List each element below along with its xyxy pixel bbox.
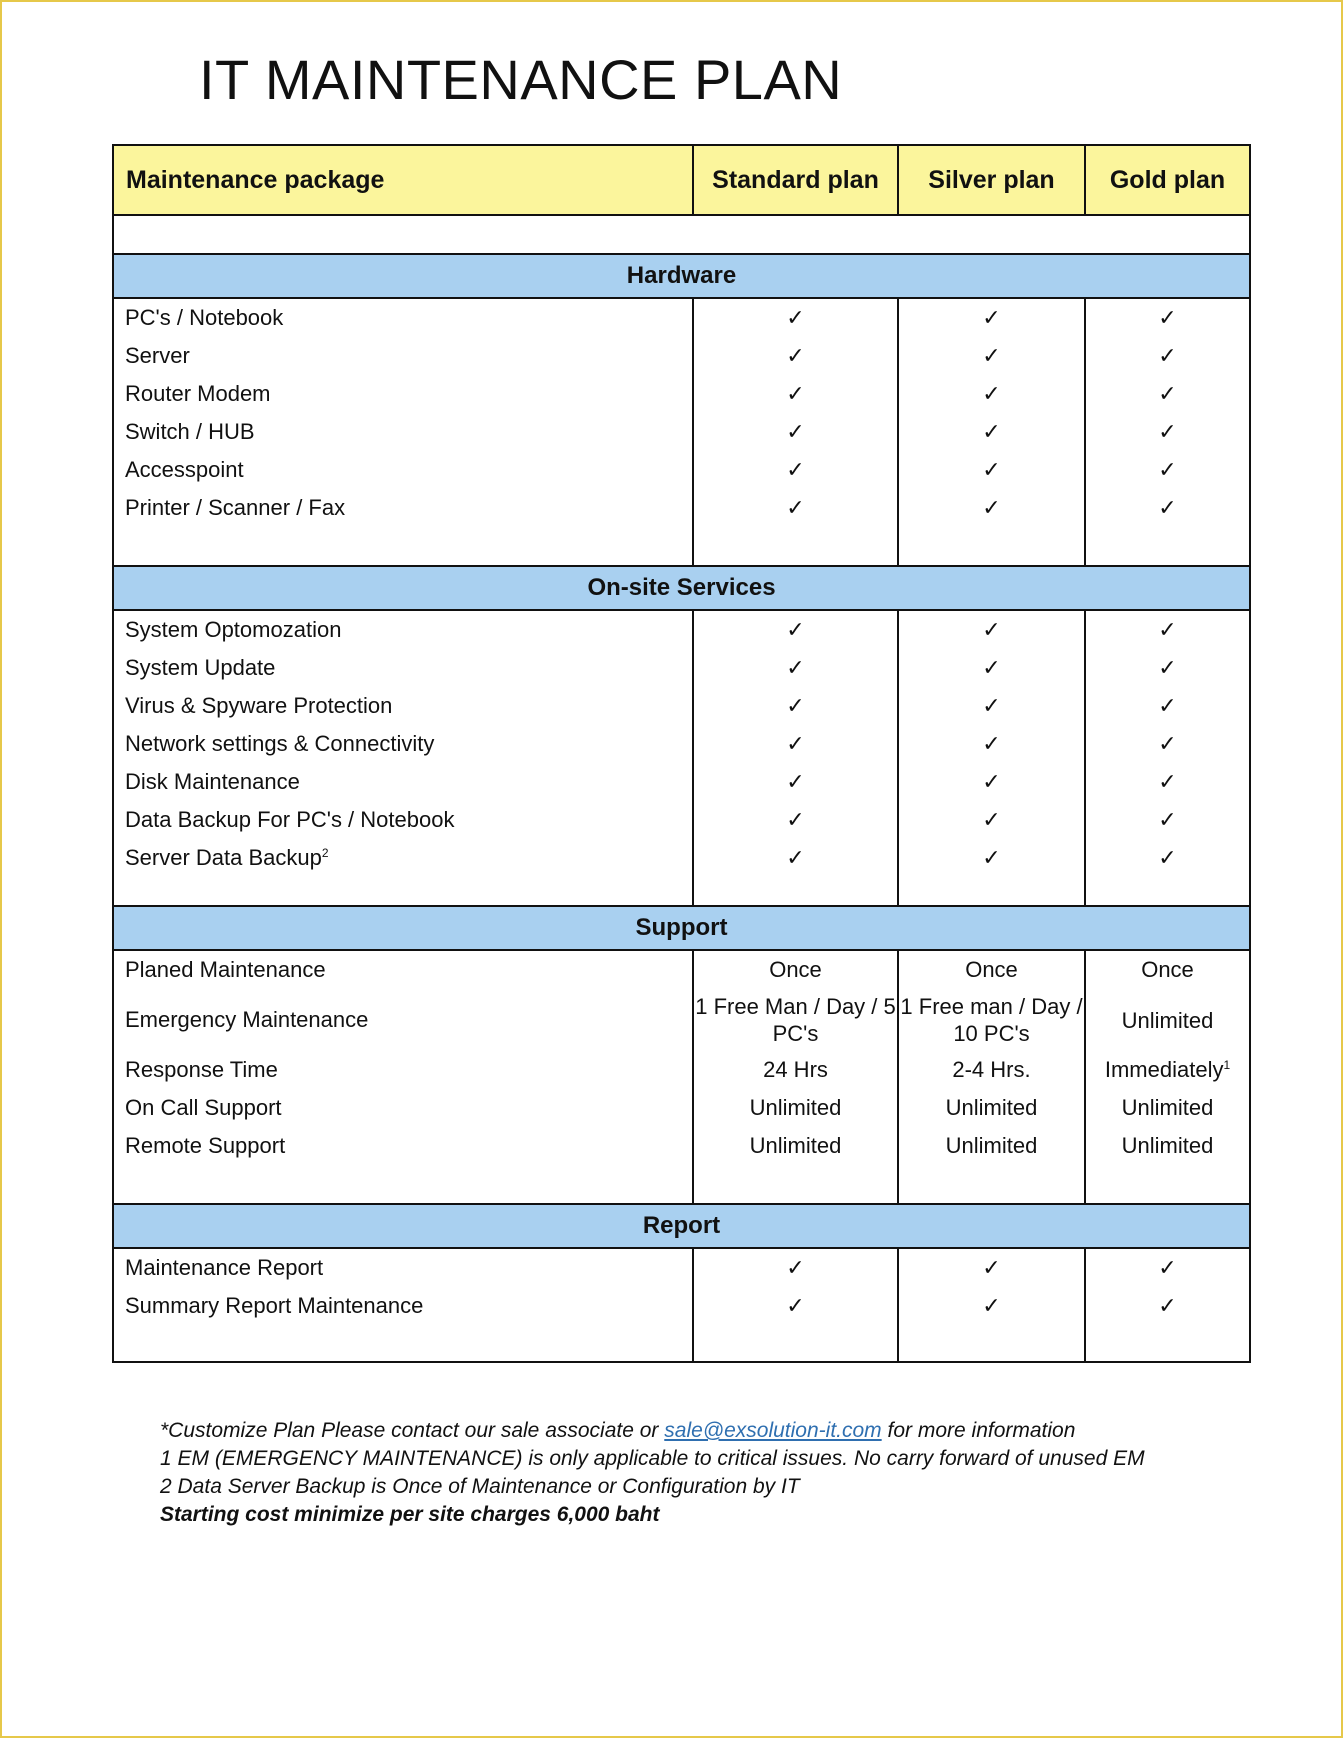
check-icon: ✓	[1158, 382, 1177, 407]
check-icon: ✓	[982, 458, 1001, 483]
row-label-text: System Update	[125, 655, 276, 680]
row-label	[113, 413, 693, 451]
cell-silver	[898, 489, 1085, 527]
check-icon: ✓	[982, 306, 1001, 331]
section-title: On-site Services	[113, 566, 1250, 610]
row-label	[113, 489, 693, 527]
padding-cell	[898, 527, 1085, 566]
check-icon: ✓	[982, 496, 1001, 521]
row-label-text: Switch / HUB	[125, 419, 255, 444]
cell-value: Once	[769, 957, 822, 982]
cell-gold	[1085, 649, 1250, 687]
header-standard-plan: Standard plan	[693, 145, 898, 215]
row-label	[113, 687, 693, 725]
table-row	[113, 1287, 1250, 1325]
note-customize-suffix: for more information	[881, 1419, 1076, 1442]
padding-cell	[1085, 1325, 1250, 1362]
row-label-text: Network settings & Connectivity	[125, 731, 435, 756]
check-icon: ✓	[1158, 618, 1177, 643]
padding-cell	[113, 1325, 693, 1362]
check-icon: ✓	[786, 732, 805, 757]
cell-standard	[693, 1127, 898, 1165]
check-icon: ✓	[1158, 846, 1177, 871]
check-icon: ✓	[1158, 1256, 1177, 1281]
check-icon: ✓	[786, 382, 805, 407]
check-icon: ✓	[982, 656, 1001, 681]
row-label	[113, 725, 693, 763]
section-padding-row	[113, 527, 1250, 566]
section-title: Report	[113, 1204, 1250, 1248]
row-label	[113, 989, 693, 1051]
table-row	[113, 649, 1250, 687]
footnote-marker: 1	[1223, 1058, 1231, 1072]
table-row	[113, 1051, 1250, 1089]
section-padding-row	[113, 1325, 1250, 1362]
row-label-text: Response Time	[125, 1057, 278, 1082]
cell-silver	[898, 839, 1085, 877]
cell-standard	[693, 1089, 898, 1127]
row-label-text: Data Backup For PC's / Notebook	[125, 807, 455, 832]
cell-silver	[898, 950, 1085, 989]
cell-standard	[693, 989, 898, 1051]
row-label-text: Planed Maintenance	[125, 957, 326, 982]
row-label	[113, 451, 693, 489]
cell-gold	[1085, 375, 1250, 413]
cell-gold	[1085, 1089, 1250, 1127]
cell-silver	[898, 1287, 1085, 1325]
cell-standard	[693, 610, 898, 649]
table-row	[113, 375, 1250, 413]
cell-gold	[1085, 989, 1250, 1051]
row-label	[113, 649, 693, 687]
cell-value: Unlimited	[1121, 1095, 1214, 1120]
page-title: IT MAINTENANCE PLAN	[199, 48, 843, 111]
section-title: Support	[113, 906, 1250, 950]
cell-value: Unlimited	[749, 1133, 842, 1158]
maintenance-plan-table	[112, 144, 1251, 1363]
table-row	[113, 801, 1250, 839]
check-icon: ✓	[786, 618, 805, 643]
table-header-row	[113, 145, 1250, 215]
cell-standard	[693, 950, 898, 989]
section-padding-row	[113, 1165, 1250, 1204]
cell-standard	[693, 725, 898, 763]
padding-cell	[898, 1165, 1085, 1204]
cell-gold	[1085, 1127, 1250, 1165]
cell-gold	[1085, 687, 1250, 725]
row-label-text: Disk Maintenance	[125, 769, 300, 794]
cell-standard	[693, 1051, 898, 1089]
row-label	[113, 1089, 693, 1127]
check-icon: ✓	[786, 458, 805, 483]
check-icon: ✓	[1158, 694, 1177, 719]
check-icon: ✓	[982, 694, 1001, 719]
note-em: 1 EM (EMERGENCY MAINTENANCE) is only applicable to critical issues. No carry forward of unused EM	[160, 1447, 1145, 1470]
cell-standard	[693, 687, 898, 725]
row-label-text: Printer / Scanner / Fax	[125, 495, 346, 520]
check-icon: ✓	[786, 1256, 805, 1281]
padding-cell	[113, 527, 693, 566]
check-icon: ✓	[786, 496, 805, 521]
row-label-text: PC's / Notebook	[125, 305, 284, 330]
cell-silver	[898, 298, 1085, 337]
cell-gold	[1085, 839, 1250, 877]
cell-value: Once	[965, 957, 1018, 982]
cell-value: Unlimited	[945, 1133, 1038, 1158]
cell-gold	[1085, 298, 1250, 337]
cell-value: 24 Hrs	[763, 1057, 828, 1082]
cell-standard	[693, 451, 898, 489]
cell-gold	[1085, 413, 1250, 451]
table-row	[113, 687, 1250, 725]
check-icon: ✓	[1158, 344, 1177, 369]
cell-standard	[693, 801, 898, 839]
section-title: Hardware	[113, 254, 1250, 298]
check-icon: ✓	[1158, 1294, 1177, 1319]
row-label-text: System Optomozation	[125, 617, 342, 642]
note-data-backup: 2 Data Server Backup is Once of Maintenance or Configuration by IT	[160, 1475, 800, 1498]
cell-gold	[1085, 1287, 1250, 1325]
cell-silver	[898, 413, 1085, 451]
check-icon: ✓	[982, 344, 1001, 369]
section-support	[113, 906, 1250, 950]
table-row	[113, 413, 1250, 451]
check-icon: ✓	[786, 656, 805, 681]
row-label-text: Maintenance Report	[125, 1255, 324, 1280]
check-icon: ✓	[982, 846, 1001, 871]
cell-standard	[693, 1287, 898, 1325]
cell-standard	[693, 489, 898, 527]
padding-cell	[693, 1325, 898, 1362]
cell-standard	[693, 839, 898, 877]
cell-gold	[1085, 1248, 1250, 1287]
table-row	[113, 451, 1250, 489]
cell-value: Unlimited	[1121, 1133, 1214, 1158]
cell-value: Immediately	[1104, 1057, 1224, 1082]
cell-standard	[693, 375, 898, 413]
check-icon: ✓	[1158, 808, 1177, 833]
cell-value: Unlimited	[749, 1095, 842, 1120]
padding-cell	[1085, 877, 1250, 906]
check-icon: ✓	[982, 1256, 1001, 1281]
row-label	[113, 375, 693, 413]
cell-gold	[1085, 763, 1250, 801]
table-row	[113, 839, 1250, 877]
check-icon: ✓	[786, 1294, 805, 1319]
check-icon: ✓	[1158, 732, 1177, 757]
row-label	[113, 298, 693, 337]
table-row	[113, 610, 1250, 649]
row-label-text: Virus & Spyware Protection	[125, 693, 393, 718]
table-row	[113, 489, 1250, 527]
check-icon: ✓	[786, 344, 805, 369]
table-body	[113, 215, 1250, 1362]
check-icon: ✓	[786, 306, 805, 331]
table-row	[113, 989, 1250, 1051]
cell-value: Unlimited	[945, 1095, 1038, 1120]
cell-silver	[898, 801, 1085, 839]
row-label-text: Accesspoint	[125, 457, 244, 482]
row-label	[113, 1287, 693, 1325]
row-label-text: Emergency Maintenance	[125, 1007, 369, 1032]
check-icon: ✓	[1158, 496, 1177, 521]
table-spacer-row	[113, 215, 1250, 254]
cell-gold	[1085, 950, 1250, 989]
cell-silver	[898, 687, 1085, 725]
table-row	[113, 337, 1250, 375]
padding-cell	[693, 527, 898, 566]
cell-silver	[898, 451, 1085, 489]
row-label	[113, 839, 693, 877]
email-link[interactable]: sale@exsolution-it.com	[664, 1419, 882, 1442]
cell-gold	[1085, 337, 1250, 375]
check-icon: ✓	[786, 694, 805, 719]
row-label	[113, 1051, 693, 1089]
note-customize	[160, 1417, 1260, 1445]
cell-silver	[898, 725, 1085, 763]
check-icon: ✓	[1158, 420, 1177, 445]
row-label-text: Remote Support	[125, 1133, 286, 1158]
check-icon: ✓	[982, 1294, 1001, 1319]
check-icon: ✓	[1158, 306, 1177, 331]
table-row	[113, 725, 1250, 763]
cell-silver	[898, 610, 1085, 649]
cell-silver	[898, 1089, 1085, 1127]
row-label	[113, 1248, 693, 1287]
check-icon: ✓	[982, 618, 1001, 643]
cell-gold	[1085, 451, 1250, 489]
cell-silver	[898, 337, 1085, 375]
padding-cell	[693, 877, 898, 906]
padding-cell	[113, 877, 693, 906]
check-icon: ✓	[1158, 458, 1177, 483]
padding-cell	[1085, 527, 1250, 566]
cell-standard	[693, 337, 898, 375]
padding-cell	[693, 1165, 898, 1204]
table-row	[113, 1089, 1250, 1127]
check-icon: ✓	[1158, 770, 1177, 795]
cell-standard	[693, 649, 898, 687]
row-label	[113, 763, 693, 801]
cell-silver	[898, 649, 1085, 687]
check-icon: ✓	[786, 770, 805, 795]
row-label	[113, 337, 693, 375]
footnotes	[160, 1417, 1260, 1529]
cell-gold	[1085, 725, 1250, 763]
padding-cell	[1085, 1165, 1250, 1204]
cell-standard	[693, 413, 898, 451]
padding-cell	[898, 877, 1085, 906]
cell-silver	[898, 1127, 1085, 1165]
cell-silver	[898, 375, 1085, 413]
header-silver-plan: Silver plan	[898, 145, 1085, 215]
row-label	[113, 1127, 693, 1165]
row-label-text: Server Data Backup	[125, 845, 322, 870]
row-label	[113, 950, 693, 989]
cell-gold	[1085, 801, 1250, 839]
table-row	[113, 1127, 1250, 1165]
header-gold-plan: Gold plan	[1085, 145, 1250, 215]
row-label-text: Summary Report Maintenance	[125, 1293, 424, 1318]
row-label-text: Router Modem	[125, 381, 271, 406]
section-hardware	[113, 254, 1250, 298]
cell-value: 1 Free Man / Day / 5 PC's	[695, 994, 896, 1046]
padding-cell	[898, 1325, 1085, 1362]
cell-silver	[898, 1248, 1085, 1287]
section-report	[113, 1204, 1250, 1248]
row-label	[113, 610, 693, 649]
cell-gold	[1085, 489, 1250, 527]
cell-value: Once	[1141, 957, 1194, 982]
table-row	[113, 298, 1250, 337]
check-icon: ✓	[1158, 656, 1177, 681]
section-padding-row	[113, 877, 1250, 906]
check-icon: ✓	[982, 808, 1001, 833]
cell-gold	[1085, 1051, 1250, 1089]
cell-standard	[693, 1248, 898, 1287]
cell-silver	[898, 989, 1085, 1051]
check-icon: ✓	[982, 732, 1001, 757]
check-icon: ✓	[786, 808, 805, 833]
cell-silver	[898, 1051, 1085, 1089]
cell-standard	[693, 298, 898, 337]
cell-value: 2-4 Hrs.	[952, 1057, 1031, 1082]
row-label-text: Server	[125, 343, 190, 368]
note-customize-text: *Customize Plan Please contact our sale associate or	[160, 1419, 665, 1442]
cell-standard	[693, 763, 898, 801]
check-icon: ✓	[982, 382, 1001, 407]
check-icon: ✓	[982, 420, 1001, 445]
header-package: Maintenance package	[113, 145, 693, 215]
cell-gold	[1085, 610, 1250, 649]
table-row	[113, 1248, 1250, 1287]
padding-cell	[113, 1165, 693, 1204]
note-starting-cost: Starting cost minimize per site charges 6,000 baht	[160, 1503, 660, 1526]
check-icon: ✓	[982, 770, 1001, 795]
check-icon: ✓	[786, 846, 805, 871]
cell-silver	[898, 763, 1085, 801]
cell-value: Unlimited	[1121, 1007, 1214, 1033]
section-on-site-services	[113, 566, 1250, 610]
row-label-text: On Call Support	[125, 1095, 282, 1120]
table-row	[113, 950, 1250, 989]
table-row	[113, 763, 1250, 801]
footnote-marker: 2	[321, 846, 329, 860]
check-icon: ✓	[786, 420, 805, 445]
row-label	[113, 801, 693, 839]
cell-value: 1 Free man / Day / 10 PC's	[900, 994, 1083, 1046]
